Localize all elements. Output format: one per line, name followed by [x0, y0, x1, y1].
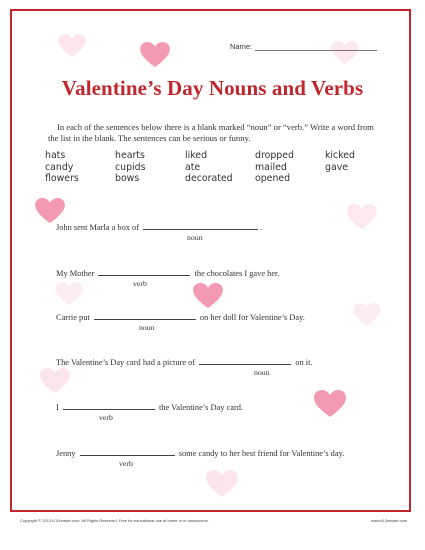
part-of-speech-label: verb [99, 413, 113, 422]
part-of-speech-label: verb [119, 459, 133, 468]
word-bank-item: kicked [325, 150, 356, 161]
heart-icon [58, 34, 86, 58]
answer-blank[interactable] [63, 402, 155, 410]
word-bank-item: hearts [115, 150, 145, 161]
sentence-text: . [260, 223, 263, 232]
answer-blank[interactable] [80, 448, 175, 456]
heart-icon [35, 198, 65, 224]
word-bank-item: cupids [115, 161, 146, 173]
sentence-6 [56, 448, 344, 458]
sentence-text: Carrie put [56, 313, 90, 322]
sentence-text: John sent Marla a box of [56, 223, 140, 232]
page-title: Valentine’s Day Nouns and Verbs [61, 76, 364, 100]
sentence-4 [56, 357, 313, 367]
sentence-text: on her doll for Valentine’s Day. [199, 313, 305, 322]
sentence-2 [56, 268, 279, 278]
heart-icon [346, 204, 378, 230]
word-bank-item: dropped [255, 150, 294, 161]
word-bank-item: ate [185, 161, 201, 173]
heart-icon [206, 470, 238, 498]
name-line[interactable] [255, 42, 377, 51]
sentence-text: on it. [295, 358, 313, 367]
sentence-text: The Valentine’s Day card had a picture of [56, 358, 196, 367]
sentence-1 [56, 222, 262, 232]
sentence-text: Jenny [56, 449, 76, 458]
heart-icon [40, 368, 70, 394]
name-label: Name: [230, 42, 253, 51]
part-of-speech-label: noun [139, 323, 155, 332]
word-bank-item: opened [255, 173, 291, 184]
heart-icon [140, 42, 170, 68]
word-bank-item: candy [45, 161, 74, 173]
word-bank-item: mailed [255, 161, 287, 173]
heart-icon [314, 390, 346, 418]
part-of-speech-label: verb [133, 279, 147, 288]
word-bank-item: decorated [185, 173, 233, 184]
answer-blank[interactable] [94, 312, 196, 320]
word-bank [45, 150, 385, 185]
copyright-text: Copyright © 2013 K12reader.com. All Rights Reserved. Free for educational use at home or in classrooms. [20, 518, 209, 523]
word-bank-item: liked [185, 150, 208, 161]
sentence-text: the Valentine’s Day card. [158, 403, 244, 412]
word-bank-item: bows [115, 173, 140, 184]
word-bank-item: flowers [45, 173, 79, 184]
part-of-speech-label: noun [254, 368, 270, 377]
sentence-text: the chocolates I gave her. [194, 269, 280, 278]
answer-blank[interactable] [199, 357, 291, 365]
website-link[interactable]: www.k12reader.com [370, 518, 407, 523]
sentence-text: My Mother [56, 269, 95, 278]
heart-icon [193, 283, 223, 309]
sentence-5 [56, 402, 243, 412]
answer-blank[interactable] [98, 268, 190, 276]
sentence-text: I [56, 403, 59, 412]
answer-blank[interactable] [143, 222, 258, 230]
instructions: In each of the sentences below there is a blank marked “noun” or “verb.” Write a word from the list in the blank. The sentences can be serious or funny. [48, 122, 374, 144]
part-of-speech-label: noun [187, 233, 203, 242]
name-field[interactable] [230, 42, 377, 51]
sentence-3 [56, 312, 305, 322]
heart-icon [352, 303, 382, 327]
sentence-text: some candy to her best friend for Valentine’s day. [178, 449, 345, 458]
word-bank-item: hats [45, 150, 66, 161]
heart-icon [54, 282, 84, 306]
word-bank-item: gave [325, 161, 349, 173]
